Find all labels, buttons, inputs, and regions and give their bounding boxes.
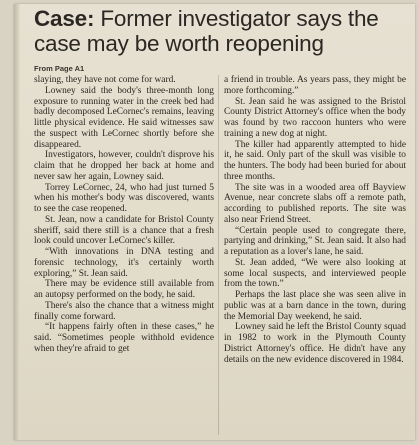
jump-line: From Page A1	[34, 64, 85, 73]
paragraph: St. Jean, now a candidate for Bristol County sheriff, said there still is a chance that a fresh look could uncover LeCornec's killer.	[34, 214, 214, 247]
paragraph: There may be evidence still available from an autopsy performed on the body, he said.	[34, 279, 214, 300]
headline-text: Former investigator says the case may be worth reopening	[34, 6, 379, 56]
paragraph: “Certain people used to congregate there, partying and drinking,” St. Jean said. It also had a reputation as a lover's lane, he said.	[224, 225, 406, 257]
article-column-left	[34, 75, 214, 355]
paragraph: There's also the chance that a witness might finally come forward.	[34, 300, 214, 322]
paragraph: Perhaps the last place she was seen alive in public was at a barn dance in the town, during the Memorial Day weekend, he said.	[224, 290, 406, 322]
paragraph: a friend in trouble. As years pass, they might be more forthcoming.”	[224, 75, 406, 96]
paragraph: The killer had apparently attempted to hide it, he said. Only part of the skull was visible to the hunters. The body had been buried for about three months.	[224, 139, 406, 182]
newspaper-clipping	[14, 4, 415, 440]
paragraph: Torrey LeCornec, 24, who had just turned 5 when his mother's body was discovered, wants to see the case reopened.	[34, 182, 214, 214]
paragraph: St. Jean added, “We were also looking at some local suspects, and interviewed people from the town.”	[224, 257, 406, 290]
paragraph: “With innovations in DNA testing and forensic technology, it's certainly worth exploring,” St. Jean said.	[34, 247, 214, 279]
paragraph: slaying, they have not come for ward.	[34, 75, 176, 85]
paragraph: The site was in a wooded area off Bayview Avenue, near concrete slabs off a remote path, according to published reports. The site was also near Friend Street.	[224, 182, 406, 225]
article-column-right	[224, 75, 406, 365]
headline	[34, 6, 414, 56]
paragraph: “It happens fairly often in these cases,” he said. “Sometimes people withhold evidence when they're afraid to get	[34, 322, 214, 354]
headline-kicker: Case:	[34, 6, 95, 31]
paragraph: Investigators, however, couldn't disprove his claim that he dropped her back at home and never saw her again, Lowney said.	[34, 150, 214, 182]
paragraph: St. Jean said he was assigned to the Bristol County District Attorney's office when the body was found by two raccoon hunters who were training a new dog at night.	[224, 96, 406, 139]
paragraph: Lowney said he left the Bristol County squad in 1982 to work in the Plymouth County District Attorney's office. He didn't have any details on the new evidence discovered in 1984.	[224, 322, 406, 365]
paragraph: Lowney said the body's three-month long exposure to running water in the creek bed had badly decomposed LeCornec's remains, leaving little physical evidence. He said witnesses saw the suspect with LeCornec shortly before she disappeared.	[34, 85, 214, 150]
column-divider	[218, 75, 219, 435]
